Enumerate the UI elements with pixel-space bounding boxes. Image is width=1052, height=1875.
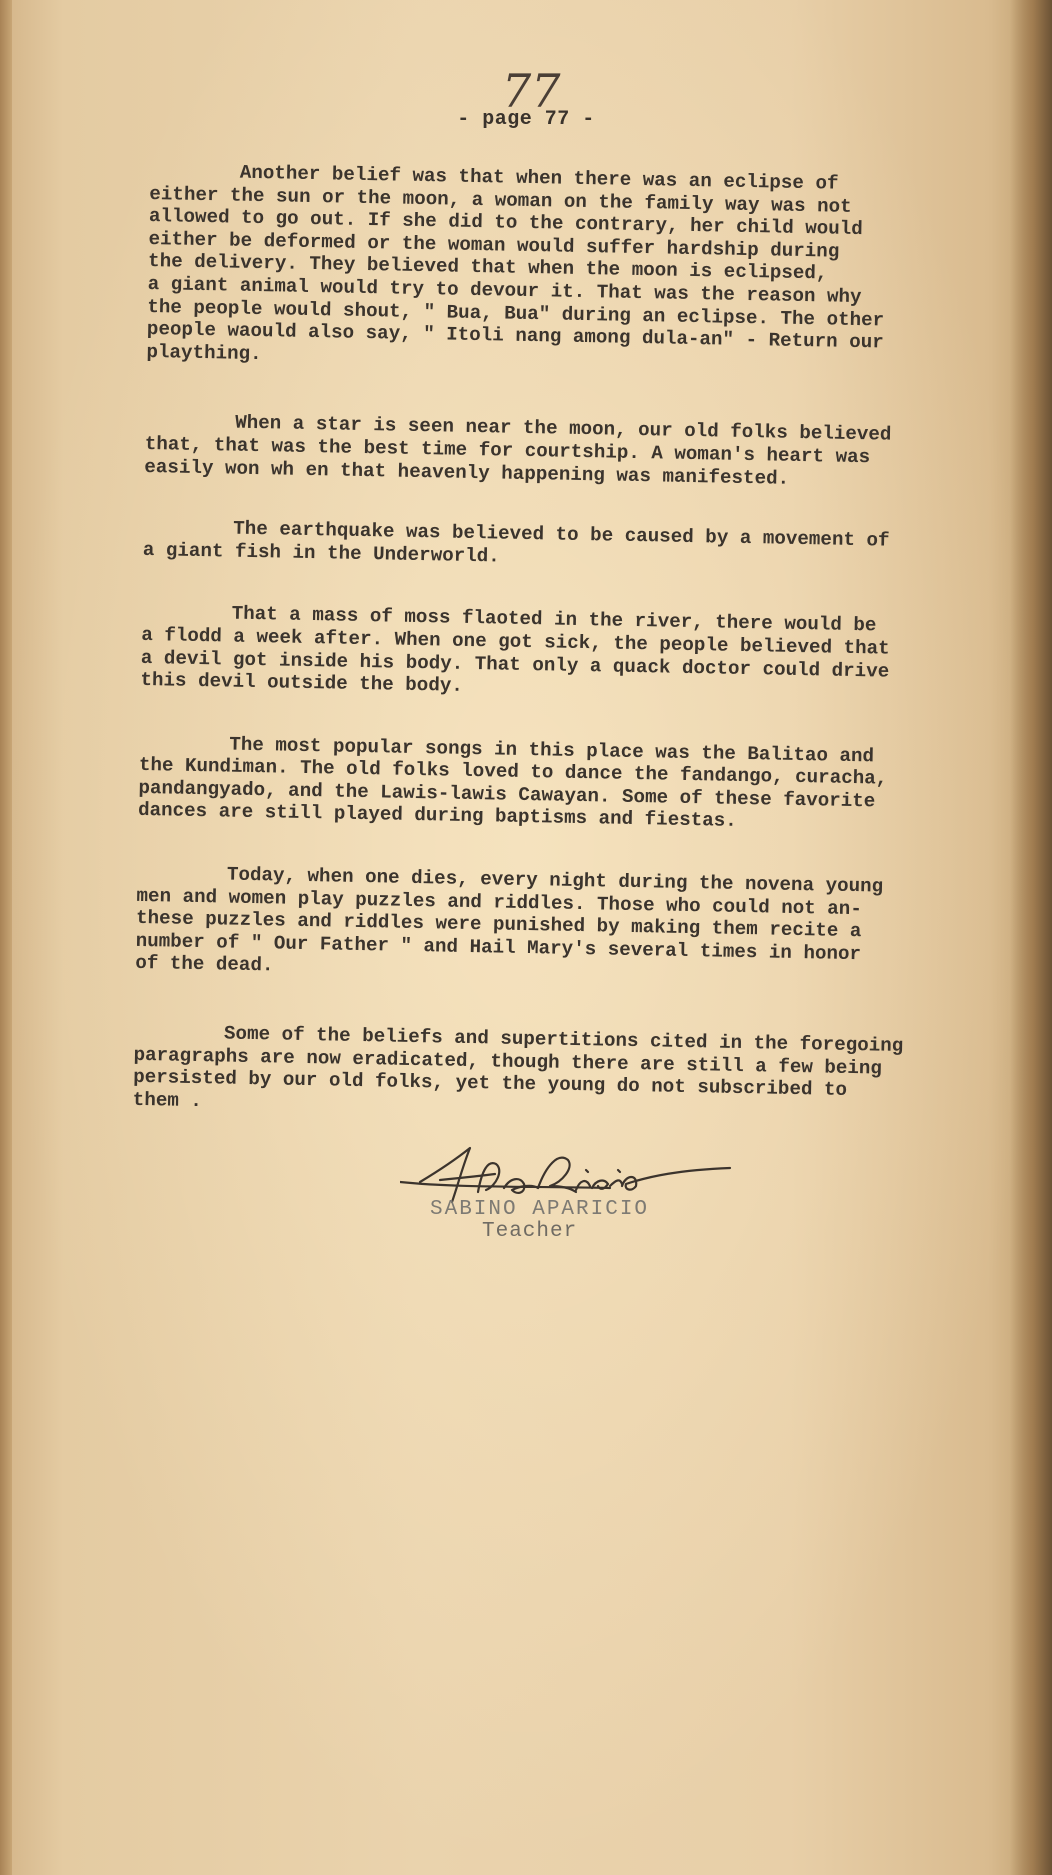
paper-right-edge <box>1010 0 1052 1875</box>
page-header: - page 77 - <box>457 108 595 131</box>
paragraph-moss-flood: That a mass of moss flaoted in the river, there would be a flodd a week after. When one got sick, the people believed that a devil got inside his body. That only a quack doctor could drive this devil outside the body. <box>140 602 890 697</box>
paragraph-star: When a star is seen near the moon, our old folks believed that, that was the best time for courtship. A woman's heart was easily won wh en that heavenly happening was manifested. <box>144 411 892 490</box>
signer-name: SABINO APARICIO <box>430 1198 650 1221</box>
handwritten-page-number: 77 <box>502 64 561 118</box>
paper-left-edge <box>0 0 12 1875</box>
paragraph-earthquake: The earthquake was believed to be caused by a movement of a giant fish in the Underworld. <box>142 517 890 568</box>
paragraph-novena: Today, when one dies, every night during the novena young men and women play puzzles and riddles. Those who could not an- these puzzles and riddles were punished by making them recite a number of " Our Father " and Hail Mary's several times in honor of the dead. <box>135 863 884 977</box>
signature-block <box>400 1130 760 1260</box>
paragraph-songs-dances: The most popular songs in this place was the Balitao and the Kundiman. The old folks loved to dance the fandango, curacha, pandangyado, and the Lawis-lawis Cawayan. Some of these favorite dances are still played during baptisms and fiestas. <box>137 733 888 833</box>
body-text <box>133 160 950 1126</box>
paragraph-conclusion: Some of the beliefs and supertitions cited in the foregoing paragraphs are now eradicated, though there are still a few being persisted by our old folks, yet the young do not subscribed to them . <box>132 1022 904 1112</box>
paragraph-eclipse: Another belief was that when there was an eclipse of either the sun or the moon, a woman on the family way was not allowed to go out. If she did to the contrary, her child would either be deformed or the woman would suffer hardship during the delivery. They believed that when the moon is eclipsed, a giant animal would try to devour it. That was the reason why the people would shout, " Bua, Bua" during an eclipse. The other people waould also say, " Itoli nang among dula-an" - Return our plaything. <box>146 161 885 365</box>
signer-title: Teacher <box>482 1220 578 1243</box>
